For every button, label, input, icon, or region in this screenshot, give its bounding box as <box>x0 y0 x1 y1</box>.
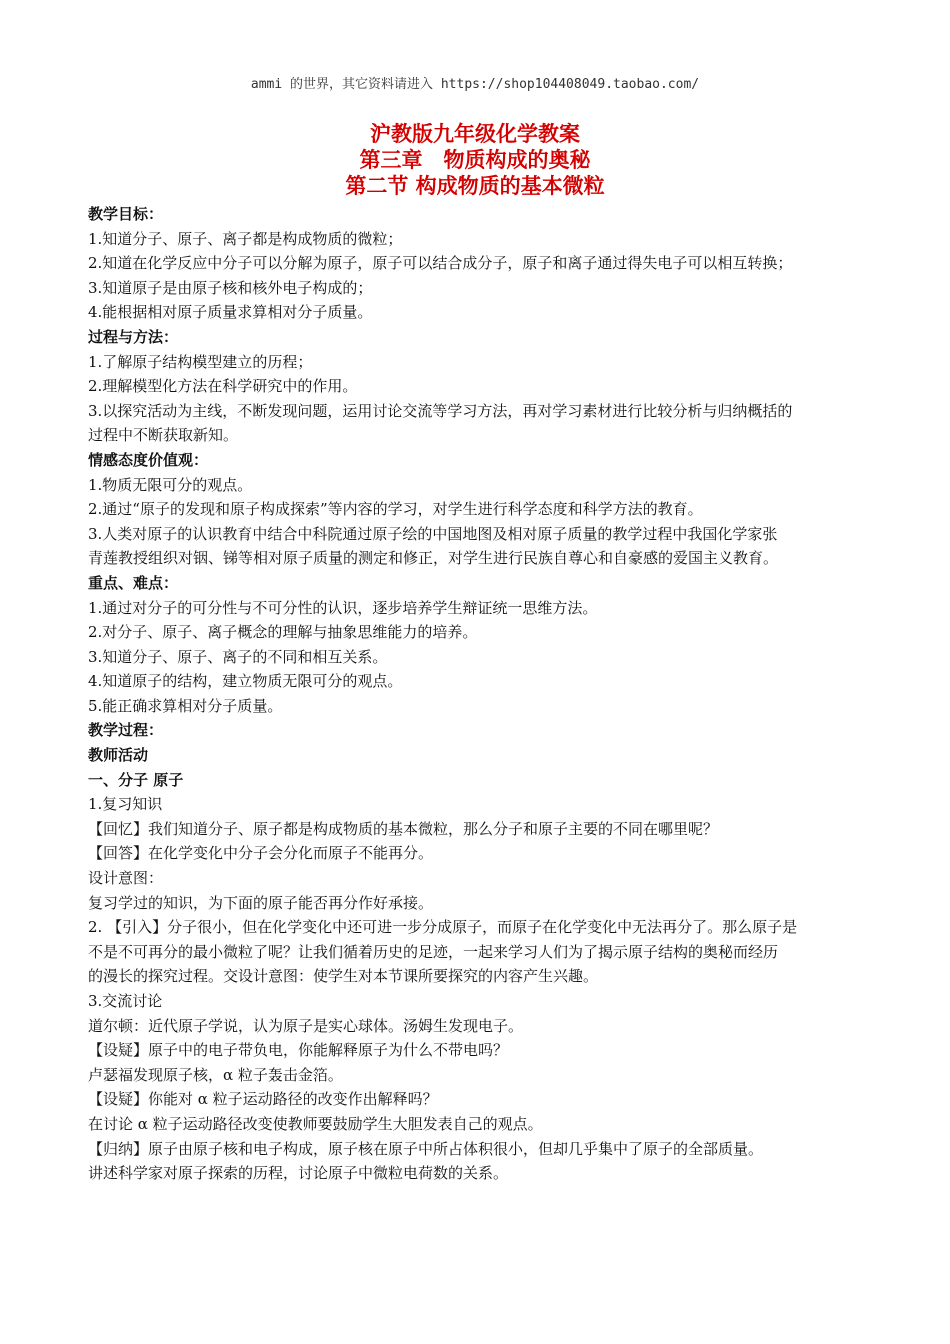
body-line: 4.知道原子的结构，建立物质无限可分的观点。 <box>88 672 403 691</box>
body-line: 【设疑】原子中的电子带负电，你能解释原子为什么不带电吗？ <box>88 1041 509 1060</box>
section-heading: 情感态度价值观： <box>88 450 209 469</box>
body-line: 在讨论 α 粒子运动路径改变使教师要鼓励学生大胆发表自己的观点。 <box>88 1114 543 1133</box>
title-line: 第二节 构成物质的基本微粒 <box>345 174 605 198</box>
body-line: 【归纳】原子由原子核和电子构成，原子核在原子中所占体积很小，但却几乎集中了原子的全部质量。 <box>88 1139 764 1158</box>
body-line: 3.以探究活动为主线，不断发现问题，运用讨论交流等学习方法，再对学习素材进行比较分析与归纳概括的 <box>88 401 793 420</box>
title-line: 沪教版九年级化学教案 <box>370 122 580 146</box>
body-line: 5.能正确求算相对分子质量。 <box>88 696 283 715</box>
body-line: 的漫长的探究过程。交设计意图：使学生对本节课所要探究的内容产生兴趣。 <box>88 967 599 986</box>
body-line: 4.能根据相对原子质量求算相对分子质量。 <box>88 303 373 322</box>
body-line: 设计意图： <box>88 869 164 888</box>
section-heading: 过程与方法： <box>88 327 179 346</box>
section-heading: 重点、难点： <box>88 573 179 592</box>
body-line: 【设疑】你能对 α 粒子运动路径的改变作出解释吗？ <box>88 1090 438 1109</box>
section-heading: 教师活动 <box>88 746 149 765</box>
body-line: 复习学过的知识，为下面的原子能否再分作好承接。 <box>88 893 434 912</box>
title-line: 第三章 物质构成的奥秘 <box>359 148 591 172</box>
body-line: 1.复习知识 <box>88 795 163 814</box>
section-heading: 一、分子 原子 <box>88 770 184 789</box>
body-line: 不是不可再分的最小微粒了呢？让我们循着历史的足迹，一起来学习人们为了揭示原子结构的奥秘而经历 <box>88 942 779 961</box>
body-line: 1.物质无限可分的观点。 <box>88 475 253 494</box>
body-line: 2.理解模型化方法在科学研究中的作用。 <box>88 377 358 396</box>
body-line: 【回忆】我们知道分子、原子都是构成物质的基本微粒，那么分子和原子主要的不同在哪里呢？ <box>88 819 719 838</box>
body-line: 3.人类对原子的认识教育中结合中科院通过原子绘的中国地图及相对原子质量的教学过程中我国化学家张 <box>88 524 778 543</box>
body-line: 3.知道原子是由原子核和核外电子构成的； <box>88 278 373 297</box>
body-line: 青莲教授组织对铟、锑等相对原子质量的测定和修正，对学生进行民族自尊心和自豪感的爱国主义教育。 <box>88 549 779 568</box>
body-line: 道尔顿：近代原子学说，认为原子是实心球体。汤姆生发现电子。 <box>88 1016 524 1035</box>
body-line: 2. 【引入】分子很小，但在化学变化中还可进一步分成原子，而原子在化学变化中无法再分了。那么原子是 <box>88 918 798 937</box>
body-line: 2.知道在化学反应中分子可以分解为原子，原子可以结合成分子，原子和离子通过得失电子可以相互转换； <box>88 254 793 273</box>
section-heading: 教学目标： <box>88 205 164 223</box>
body-line: 2.对分子、原子、离子概念的理解与抽象思维能力的培养。 <box>88 623 478 642</box>
body-line: 过程中不断获取新知。 <box>88 426 239 445</box>
body-line: 卢瑟福发现原子核，α 粒子轰击金箔。 <box>88 1065 343 1084</box>
body-line: 【回答】在化学变化中分子会分化而原子不能再分。 <box>88 844 434 863</box>
body-line: 3.知道分子、原子、离子的不同和相互关系。 <box>88 647 388 666</box>
body-line: 3.交流讨论 <box>88 992 163 1010</box>
document-title-block <box>0 121 950 199</box>
body-line: 1.知道分子、原子、离子都是构成物质的微粒； <box>88 229 403 248</box>
page-header: ammi 的世界，其它资料请进入 https://shop104408049.taobao.com/ <box>250 77 700 92</box>
body-line: 2.通过“原子的发现和原子构成探索”等内容的学习，对学生进行科学态度和科学方法的教育。 <box>88 500 703 519</box>
document-body <box>88 202 868 1186</box>
body-line: 1.了解原子结构模型建立的历程； <box>88 352 313 371</box>
body-line: 1.通过对分子的可分性与不可分性的认识，逐步培养学生辩证统一思维方法。 <box>88 598 598 617</box>
section-heading: 教学过程： <box>88 721 164 740</box>
body-line: 讲述科学家对原子探索的历程，讨论原子中微粒电荷数的关系。 <box>88 1164 509 1183</box>
